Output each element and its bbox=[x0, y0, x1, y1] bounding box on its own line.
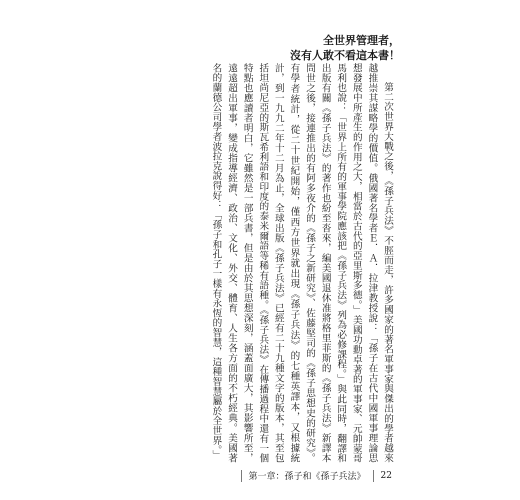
pull-quote-line-2: 沒有人敢不看這本書！ bbox=[290, 49, 400, 62]
pull-quote-line-1: 全世界管理者， bbox=[323, 34, 400, 47]
pull-quote bbox=[290, 33, 400, 63]
paragraph: 第二次世界大戰之後，《孫子兵法》不脛而走，許多國家的著名軍事家與傑出的學者越來越推崇其謀略學的價值。俄國著名學者Ｅ．Ａ．拉津教授說：「孫子在古代中國軍事理論思想發展中所產生的作用之大，相當於古代的亞里斯多德。」美國功勳卓著的軍事家、元帥蒙哥馬利也說：「世界上所有的軍事學院應該把《孫子兵法》列為必修課程。」與此同時，翻譯和出版有關《孫子兵法》的著作也紛至沓來，編美國退休准將格里菲斯的《孫子兵法》新譯本問世之後，接連推出的有阿多夜介的《孫子之新研究》、佐藤堅司的《孫子思想史的研究》。有學者統計，從二十世紀開始，僅西方世界就出現《孫子兵法》的七種英譯本，又根據統計，到一九九二年十二月為止，全球出版《孫子兵法》已經有二十九種文字的版本，其至包括坦尚尼亞的斯瓦希利語和印度的泰米爾語等稀有語種。《孫子兵法》在傳播過程中還有一個特點也應讀者明白，它雖然是一部兵書，但是由於其思想深刻，涵蓋面廣大，其影響所至，遠遠超出軍事，變成指導經濟、政治、文化、外交、體育、人生各方面的不朽經典。美國著名的蘭德公司學者波拉克說得好：「孫子和孔子一樣有永恆的智慧，這種智慧屬於全世界。」 bbox=[210, 63, 393, 463]
chapter-title: 第一章：孫子和《孫子兵法》 bbox=[248, 472, 366, 482]
footer-divider bbox=[241, 470, 242, 482]
page-number: 22 bbox=[380, 470, 392, 481]
footer-divider bbox=[373, 470, 374, 482]
page-footer bbox=[234, 469, 392, 482]
vertical-body-text bbox=[145, 63, 395, 463]
